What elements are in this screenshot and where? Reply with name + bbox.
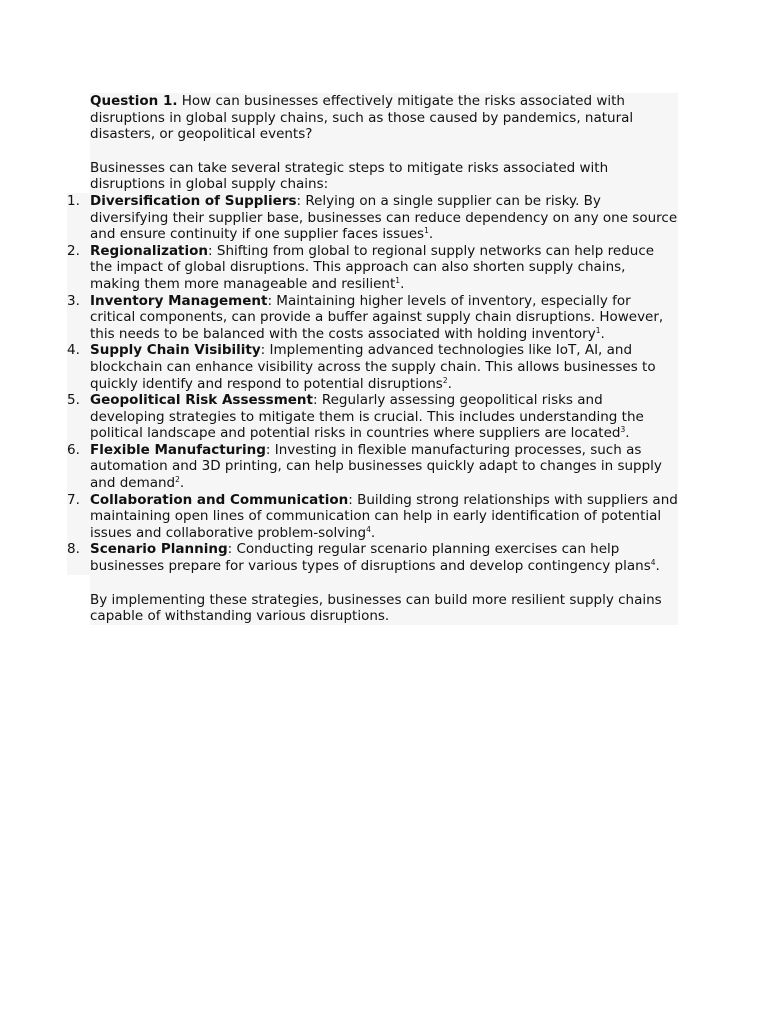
item-end: . — [447, 375, 452, 392]
footnote-ref: 4 — [650, 558, 656, 568]
list-item — [67, 441, 678, 492]
footnote-ref: 2 — [442, 375, 448, 385]
footnote-ref: 4 — [366, 524, 371, 534]
list-number: 5. — [67, 392, 80, 409]
question-block — [90, 93, 678, 193]
item-title: Supply Chain Visibility — [90, 342, 261, 359]
list-number: 6. — [67, 441, 80, 458]
item-title: Collaboration and Communication — [90, 491, 349, 508]
closing-block — [90, 575, 678, 625]
item-text: : Regularly assessing geopolitical risks and developing strategies to mitigate them is crucial. This includes understanding the political landscape and potential risks in countries where suppliers are located — [90, 392, 644, 442]
closing-paragraph: By implementing these strategies, businesses can build more resilient supply chains capable of withstanding various disruptions. — [90, 591, 662, 625]
list-number: 4. — [67, 342, 80, 359]
item-text: : Maintaining higher levels of inventory, especially for critical components, can provide a buffer against supply chain disruptions. However, this needs to be balanced with the costs associated with holding inventory — [90, 292, 664, 342]
list-item — [67, 491, 678, 542]
list-number: 8. — [67, 541, 80, 558]
list-number: 1. — [67, 192, 80, 209]
footnote-ref: 1 — [395, 275, 401, 285]
item-end: . — [600, 325, 605, 342]
question-label: Question 1. — [90, 93, 178, 109]
list-number: 2. — [67, 242, 80, 259]
list-item — [67, 541, 678, 575]
list-item — [67, 292, 678, 343]
item-end: . — [179, 475, 185, 492]
list-item — [67, 342, 678, 392]
footnote-ref: 1 — [595, 325, 601, 335]
list-item — [67, 242, 678, 293]
item-end: . — [428, 226, 434, 243]
intro-paragraph: Businesses can take several strategic steps to mitigate risks associated with disruptions in global supply chains: — [90, 159, 609, 193]
item-text: : Implementing advanced technologies like IoT, AI, and blockchain can enhance visibility across the supply chain. This allows businesses to quickly identify and respond to potential disruptions — [90, 342, 656, 392]
footnote-ref: 3 — [620, 425, 626, 435]
list-number: 3. — [67, 292, 80, 309]
item-title: Geopolitical Risk Assessment — [90, 392, 313, 409]
item-text: : Investing in flexible manufacturing processes, such as automation and 3D printing, can help businesses quickly adapt to changes in supply and demand — [90, 441, 662, 492]
item-text: : Relying on a single supplier can be risky. By diversifying their supplier base, businesses can reduce dependency on any one source and ensure continuity if one supplier faces issues — [90, 192, 678, 243]
list-item — [67, 192, 678, 243]
question-paragraph — [90, 93, 678, 143]
item-end: . — [400, 275, 405, 292]
question-text: How can businesses effectively mitigate the risks associated with disruptions in global supply chains, such as those caused by pandemics, natural disasters, or geopolitical events? — [90, 93, 634, 143]
item-end: . — [370, 524, 376, 541]
list-item — [67, 392, 678, 442]
item-end: . — [625, 425, 630, 442]
item-end: . — [655, 558, 660, 575]
item-text: : Shifting from global to regional supply networks can help reduce the impact of global disruptions. This approach can also shorten supply chains, making them more manageable and resilient — [90, 242, 655, 292]
item-text: : Conducting regular scenario planning exercises can help businesses prepare for various types of disruptions and develop contingency plans — [90, 541, 651, 575]
item-text: : Building strong relationships with suppliers and maintaining open lines of communication can help in early identification of potential issues and collaborative problem-solving — [90, 491, 678, 541]
paragraph-spacer — [90, 143, 678, 160]
list-number: 7. — [67, 491, 80, 508]
footnote-ref: 1 — [424, 226, 429, 236]
item-title: Flexible Manufacturing — [90, 441, 266, 458]
item-title: Inventory Management — [90, 292, 268, 309]
item-title: Regionalization — [90, 242, 209, 259]
strategy-list — [67, 192, 678, 575]
item-title: Scenario Planning — [90, 541, 228, 558]
document-body — [67, 93, 678, 625]
paragraph-spacer — [90, 575, 678, 592]
footnote-ref: 2 — [175, 475, 180, 485]
item-title: Diversification of Suppliers — [90, 192, 297, 209]
